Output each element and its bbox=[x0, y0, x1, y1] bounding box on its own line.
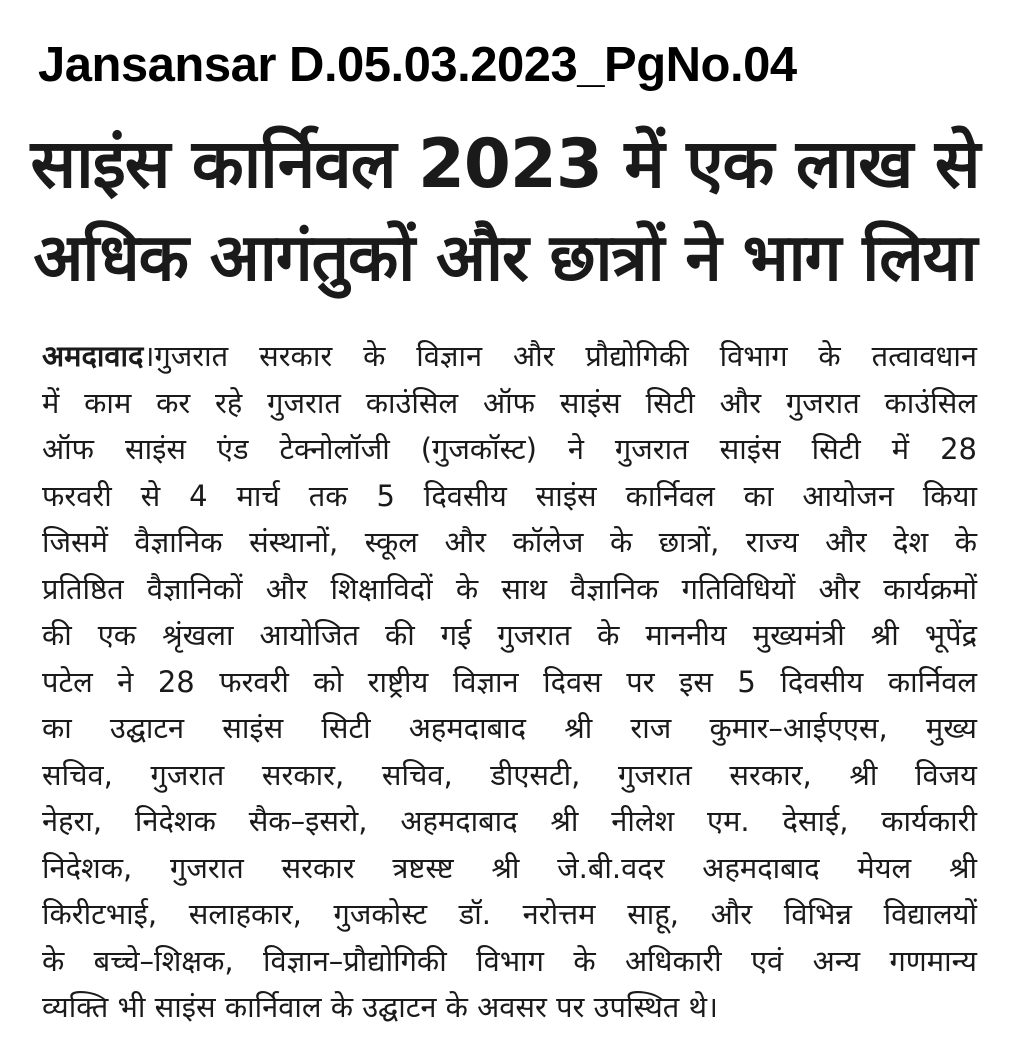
body-line-1-text: गुजरात सरकार के विज्ञान और प्रौद्योगिकी विभाग के तत्वावधान bbox=[154, 339, 977, 373]
dateline: अमदावाद bbox=[42, 339, 144, 373]
body-line-7: की एक श्रृंखला आयोजित की गई गुजरात के माननीय मुख्यमंत्री श्री भूपेंद्र bbox=[42, 618, 977, 652]
body-line-13: किरीटभाई, सलाहकार, गुजकोस्ट डॉ. नरोत्तम साहू, और विभिन्न विद्यालयों bbox=[42, 897, 977, 931]
body-line-15: व्यक्ति भी साइंस कार्निवाल के उद्घाटन के अवसर पर उपस्थित थे। bbox=[42, 990, 719, 1024]
body-line-12: निदेशक, गुजरात सरकार त्रष्टस्ष्ट श्री जे.बी.वदर अहमदाबाद मेयल श्री bbox=[42, 850, 977, 885]
body-line-5: जिसमें वैज्ञानिक संस्थानों, स्कूल और कॉलेज के छात्रों, राज्य और देश के bbox=[42, 525, 977, 559]
body-line-9: का उद्घाटन साइंस सिटी अहमदाबाद श्री राज कुमार–आईएएस, मुख्य bbox=[42, 711, 977, 745]
headline-line-1: साइंस कार्निवल 2023 में एक लाख से bbox=[30, 124, 980, 203]
body-line-14: के बच्चे–शिक्षक, विज्ञान–प्रौद्योगिकी विभाग के अधिकारी एवं अन्य गणमान्य bbox=[42, 943, 977, 978]
article-body bbox=[42, 333, 977, 1031]
clipping-source-label: Jansansar D.05.03.2023_PgNo.04 bbox=[38, 38, 797, 92]
body-line-3: ऑफ साइंस एंड टेक्नोलॉजी (गुजकॉस्ट) ने गुजरात साइंस सिटी में 28 bbox=[42, 432, 977, 466]
headline-line-2: अधिक आगंतुकों और छात्रों ने भाग लिया bbox=[33, 220, 977, 296]
body-line-11: नेहरा, निदेशक सैक–इसरो, अहमदाबाद श्री नीलेश एम. देसाई, कार्यकारी bbox=[42, 804, 977, 838]
article-headline bbox=[30, 116, 980, 306]
body-line-6: प्रतिष्ठित वैज्ञानिकों और शिक्षाविदों के साथ वैज्ञानिक गतिविधियों और कार्यक्रमों bbox=[42, 571, 977, 606]
body-line-1 bbox=[42, 333, 977, 380]
dateline-separator: । bbox=[143, 339, 155, 373]
body-line-10: सचिव, गुजरात सरकार, सचिव, डीएसटी, गुजरात सरकार, श्री विजय bbox=[42, 757, 977, 792]
body-line-8: पटेल ने 28 फरवरी को राष्ट्रीय विज्ञान दिवस पर इस 5 दिवसीय कार्निवल bbox=[42, 664, 977, 699]
body-line-2: में काम कर रहे गुजरात काउंसिल ऑफ साइंस सिटी और गुजरात काउंसिल bbox=[42, 385, 977, 420]
body-line-4: फरवरी से 4 मार्च तक 5 दिवसीय साइंस कार्निवल का आयोजन किया bbox=[42, 478, 977, 513]
